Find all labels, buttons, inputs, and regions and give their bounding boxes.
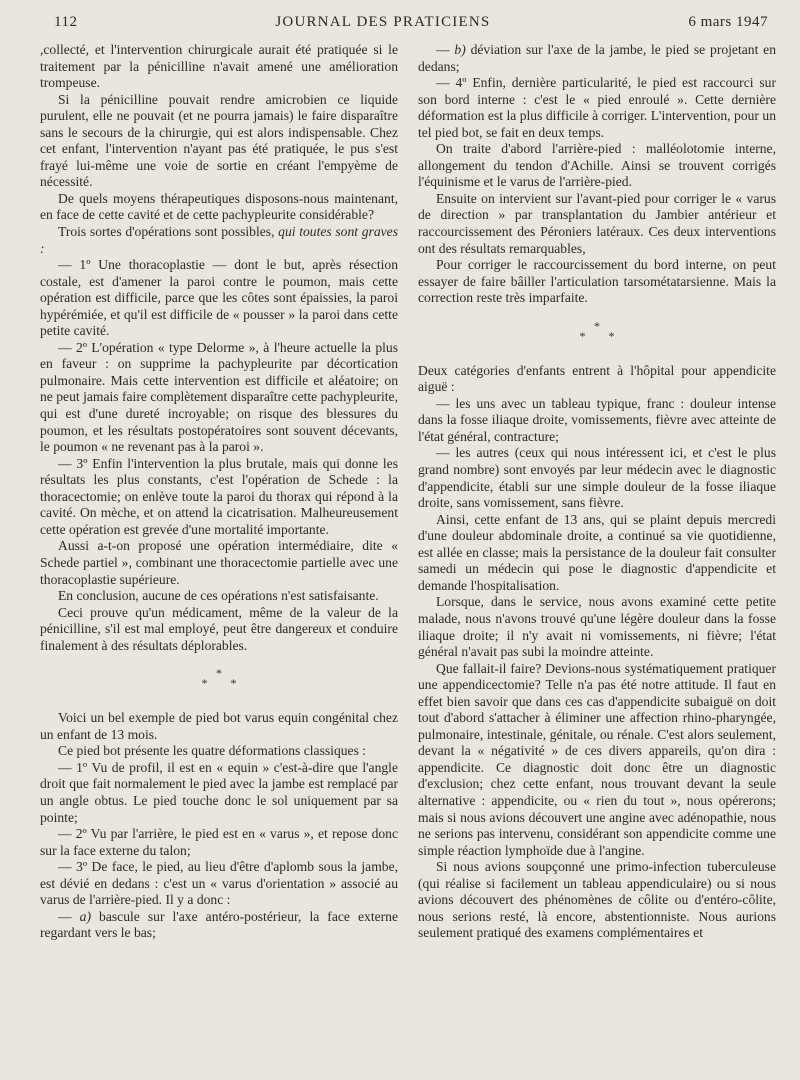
page-header (38, 14, 778, 36)
paragraph: On traite d'abord l'arrière-pied : malléolotomie interne, allongement du tendon d'Achille. Ainsi se trouvent corrigés l'équinisme et le varus de l'arrière-pied. (418, 141, 776, 190)
paragraph-text: Trois sortes d'opérations sont possibles, (58, 224, 279, 240)
paragraph: Ce pied bot présente les quatre déformations classiques : (58, 743, 367, 759)
paragraph: — 2º L'opération « type Delorme », à l'heure actuelle la plus en faveur : on supprime la pachypleurite par décortication pulmonaire. Mais cette intervention est difficile et aléatoire; on ne peut jamais faire complètement disparaître cette pachypleurite, qui est d'une dureté incroyable; on risque des blessures du poumon, et les résultats postopératoires sont souvent décevants, le poumon « ne revenant pas à la paroi ». (40, 339, 398, 455)
separator-stars-bottom: * * (201, 676, 247, 691)
emphasis-text: b) (454, 42, 466, 57)
emphasis-text: qui toutes sont graves : (40, 224, 398, 256)
emphasis-text: a) (79, 908, 91, 924)
page-number: 112 (54, 14, 78, 30)
separator-stars-bottom: * * (579, 328, 625, 343)
paragraph: Pour corriger le raccourcissement du bord interne, on peut essayer de faire bâiller l'articulation tarsométatarsienne. Mais la correction reste très imparfaite. (418, 257, 776, 306)
paragraph-text: déviation sur l'axe de la jambe, le pied se projetant en dedans; (418, 42, 776, 74)
paragraph: ,collecté, et l'intervention chirurgicale aurait été pratiquée si le traitement par la pénicilline n'avait amené une amélioration trompeuse. (40, 42, 398, 91)
paragraph: — 3º De face, le pied, au lieu d'être d'aplomb sous la jambe, est dévié en dedans : c'est un « varus d'orientation » associé au varus de l'arrière-pied. Il y a donc : (40, 859, 398, 908)
paragraph: Si la pénicilline pouvait rendre amicrobien ce liquide purulent, elle ne pouvait (et ne pourra jamais) le faire disparaître sans le secours de la chirurgie, qui est alors indispensable. Chez cet enfant, l'intervention n'ayant pas été pratiquée, le pus s'est frayé lui-même une voie de sortie en créant l'empyème de nécessité. (40, 91, 398, 190)
paragraph: — 2º Vu par l'arrière, le pied est en « varus », et repose donc sur la face externe du talon; (40, 826, 398, 858)
separator-star-top: * (594, 318, 600, 333)
paragraph (418, 42, 776, 75)
paragraph: — les uns avec un tableau typique, franc : douleur intense dans la fosse iliaque droite, vomissements, fièvre avec atteinte de l'état général, contracture; (418, 395, 776, 444)
paragraph: — 4º Enfin, dernière particularité, le pied est raccourci sur son bord interne : c'est le « pied enroulé ». Cette dernière déformation est la plus difficile à corriger. L'intervention, pour un tel pied bot, se fait en deux temps. (418, 75, 776, 140)
paragraph: Que fallait-il faire? Devions-nous systématiquement pratiquer une appendicectomie? Telle n'a pas été notre attitude. Il faut en effet bien savoir que dans ces cas d'appendicite subaiguë on doit tout d'abord s'attacher à éliminer une affection rhino-pharyngée, pulmonaire, intestinale, génitale, ou rénale. C'est alors seulement, devant la « négativité » de ces divers appareils, qu'on dira : appendicite. Ce diagnostic doit donc être un diagnostic d'exclusion; chez cette enfant, nous trouvant devant la seule alternative : appendicite, ou « rien du tout », nous opérerons; mais si nous avions découvert une angine avec adénopathie, nous ne serions pas intervenu, considérant son appendicite comme une simple réaction lymphoïde due à l'angine. (418, 660, 776, 858)
paragraph: Ceci prouve qu'un médicament, même de la valeur de la pénicilline, s'il est mal employé, peut être dangereux et conduire finalement à des résultats déplorables. (40, 604, 398, 653)
paragraph: Ainsi, cette enfant de 13 ans, qui se plaint depuis mercredi d'une douleur abdominale droite, a continué sa vie quotidienne, est allée en classe; mais la persistance de la douleur fait consulter samedi un médecin qui pose le diagnostic d'appendicite et demande l'hospitalisation. (418, 511, 776, 593)
paragraph-text: — (58, 908, 80, 924)
paragraph: Deux catégories d'enfants entrent à l'hôpital pour appendicite aiguë : (418, 362, 776, 395)
paragraph: — les autres (ceux qui nous intéressent ici, et c'est le plus grand nombre) sont envoyés par leur médecin avec le diagnostic d'appendicite, établi sur une simple douleur de la fosse iliaque droite, sans vomissement, sans fièvre. (418, 445, 776, 511)
paragraph: En conclusion, aucune de ces opérations n'est satisfaisante. (58, 588, 379, 604)
paragraph-text: bascule sur l'axe antéro-postérieur, la face externe regardant vers le bas; (40, 908, 398, 941)
paragraph: Si nous avions soupçonné une primo-infection tuberculeuse (qui réalise si facilement un tableau appendiculaire) ou si nous avions découvert des phénomènes de côlite ou d'entéro-côlite, nous serions resté, là encore, abstentionniste. Nous aurions seulement pratiqué des examens complémentaires et (418, 859, 776, 941)
issue-date: 6 mars 1947 (688, 14, 768, 30)
paragraph: Voici un bel exemple de pied bot varus equin congénital chez un enfant de 13 mois. (40, 710, 398, 742)
paragraph (40, 909, 398, 942)
paragraph: — 1º Vu de profil, il est en « equin » c'est-à-dire que l'angle droit que fait normalement le pied avec la jambe est remplacé par un angle obtus. Le pied touche donc le sol uniquement par sa pointe; (40, 759, 398, 825)
paragraph: — 1º Une thoracoplastie — dont le but, après résection costale, est d'amener la paroi contre le poumon, mais cette opération est difficile, parce que les côtes sont épaissies, la paroi hypérémiée, et qu'il est difficile de « pousser » la paroi dans cette petite cavité. (40, 257, 398, 339)
section-separator (40, 666, 398, 691)
paragraph: Aussi a-t-on proposé une opération intermédiaire, dite « Schede partiel », combinant une thoracectomie partielle avec une thoracoplastie supérieure. (40, 538, 398, 587)
paragraph: Lorsque, dans le service, nous avons examiné cette petite malade, nous n'avons trouvé qu'une légère douleur dans la fosse iliaque droite; il n'y avait ni vomissements, ni fièvre; l'état général n'avait pas subi la moindre atteinte. (418, 594, 776, 660)
separator-star-top: * (216, 666, 222, 681)
paragraph: — 3º Enfin l'intervention la plus brutale, mais qui donne les résultats les plus constants, c'est l'opération de Schede : la thoracectomie; on enlève toute la paroi du thorax qui répond à la cavité. On mèche, et on attend la cicatrisation. Malheureusement cette opération est grevée d'une mortalité importante. (40, 455, 398, 537)
text-columns (38, 42, 778, 942)
left-column (40, 42, 398, 942)
paragraph: Ensuite on intervient sur l'avant-pied pour corriger le « varus de direction » par transplantation du Jambier antérieur et raccourcissement des Péroniers latéraux. Ces deux interventions ont des résultats remarquables, (418, 190, 776, 256)
journal-title: JOURNAL DES PRATICIENS (275, 14, 491, 30)
paragraph: De quels moyens thérapeutiques disposons-nous maintenant, en face de cette cavité et de cette pachypleurite considérable? (40, 190, 398, 223)
section-separator (418, 318, 776, 343)
paragraph (40, 224, 398, 257)
right-column (418, 42, 776, 942)
paragraph-text: — (436, 42, 455, 57)
